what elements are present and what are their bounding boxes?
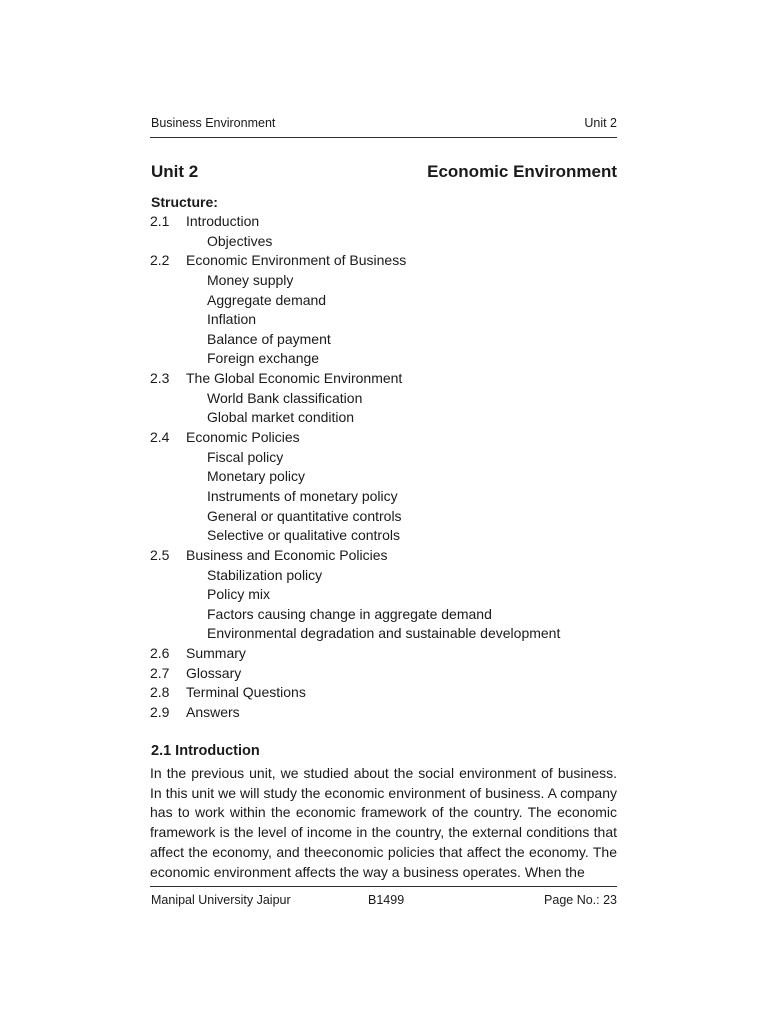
table-of-contents <box>150 212 617 723</box>
toc-entry-title: Answers <box>186 704 240 721</box>
toc-subentry-title: Policy mix <box>207 586 271 603</box>
toc-entry <box>150 546 617 566</box>
footer-page-number: Page No.: 23 <box>544 893 617 907</box>
toc-entry <box>150 408 617 428</box>
toc-subentry-title: Money supply <box>207 271 294 288</box>
toc-entry <box>150 605 617 625</box>
toc-entry <box>150 428 617 448</box>
toc-entry <box>150 310 617 330</box>
toc-entry-number: 2.3 <box>150 370 170 387</box>
toc-subentry-title: Global market condition <box>207 409 355 426</box>
structure-heading: Structure: <box>151 194 218 210</box>
toc-subentry-title: Aggregate demand <box>207 291 327 308</box>
toc-subentry-title: Environmental degradation and sustainable development <box>207 625 561 642</box>
toc-entry-title: Summary <box>186 645 246 662</box>
toc-entry-title: Economic Policies <box>186 429 300 446</box>
toc-subentry-title: Stabilization policy <box>207 566 323 583</box>
document-page <box>150 0 617 1024</box>
running-footer <box>150 886 617 907</box>
toc-subentry-title: World Bank classification <box>207 389 363 406</box>
toc-subentry-title: Foreign exchange <box>207 350 320 367</box>
toc-entry-title: The Global Economic Environment <box>186 370 403 387</box>
toc-entry <box>150 703 617 723</box>
toc-entry <box>150 644 617 664</box>
toc-entry-number: 2.6 <box>150 645 170 662</box>
toc-entry <box>150 349 617 369</box>
toc-entry-number: 2.4 <box>150 429 170 446</box>
toc-entry-title: Introduction <box>186 213 260 229</box>
toc-entry <box>150 251 617 271</box>
body-paragraph: In the previous unit, we studied about the social environment of business. In this unit we will study the economic environment of business. A company has to work within the economic framework of the country. The economic framework is the level of income in the country, the external conditions that affect the economy, and theeconomic policies that affect the economy. The economic environment affects the way a business operates. When the <box>150 765 617 880</box>
toc-entry <box>150 330 617 350</box>
header-book-title: Business Environment <box>151 116 276 130</box>
unit-number: Unit 2 <box>151 162 199 181</box>
toc-entry <box>150 448 617 468</box>
toc-entry <box>150 585 617 605</box>
toc-entry <box>150 683 617 703</box>
toc-entry-number: 2.7 <box>150 664 170 681</box>
section-heading: 2.1 Introduction <box>151 743 260 759</box>
toc-subentry-title: Selective or qualitative controls <box>207 527 400 544</box>
toc-subentry-title: General or quantitative controls <box>207 507 402 524</box>
toc-entry-number: 2.5 <box>150 546 170 563</box>
toc-entry-number: 2.9 <box>150 704 170 721</box>
toc-entry-number: 2.1 <box>150 213 170 229</box>
toc-subentry-title: Inflation <box>207 311 257 328</box>
toc-entry-number: 2.2 <box>150 252 170 269</box>
running-header <box>150 115 617 138</box>
toc-entry <box>150 566 617 586</box>
unit-name: Economic Environment <box>427 162 617 181</box>
toc-entry-title: Terminal Questions <box>186 684 306 701</box>
toc-entry <box>150 507 617 527</box>
header-unit-label: Unit 2 <box>584 116 617 130</box>
toc-entry-number: 2.8 <box>150 684 170 701</box>
toc-entry-title: Economic Environment of Business <box>186 252 407 269</box>
toc-entry <box>150 526 617 546</box>
toc-entry <box>150 624 617 644</box>
toc-entry-title: Business and Economic Policies <box>186 546 388 563</box>
toc-entry-title: Glossary <box>186 664 242 681</box>
toc-entry <box>150 487 617 507</box>
toc-subentry-title: Balance of payment <box>207 330 331 347</box>
toc-subentry-title: Fiscal policy <box>207 448 284 465</box>
toc-entry <box>150 664 617 684</box>
toc-subentry-title: Monetary policy <box>207 468 306 485</box>
toc-entry <box>150 389 617 409</box>
toc-entry <box>150 467 617 487</box>
toc-entry <box>150 271 617 291</box>
toc-subentry-title: Instruments of monetary policy <box>207 487 398 504</box>
toc-subentry-title: Objectives <box>207 232 273 249</box>
footer-course-code: B1499 <box>368 893 405 907</box>
footer-university: Manipal University Jaipur <box>151 893 291 907</box>
toc-subentry-title: Factors causing change in aggregate demand <box>207 605 492 622</box>
toc-entry <box>150 369 617 389</box>
toc-entry <box>150 232 617 252</box>
toc-entry <box>150 291 617 311</box>
toc-entry <box>150 212 617 232</box>
